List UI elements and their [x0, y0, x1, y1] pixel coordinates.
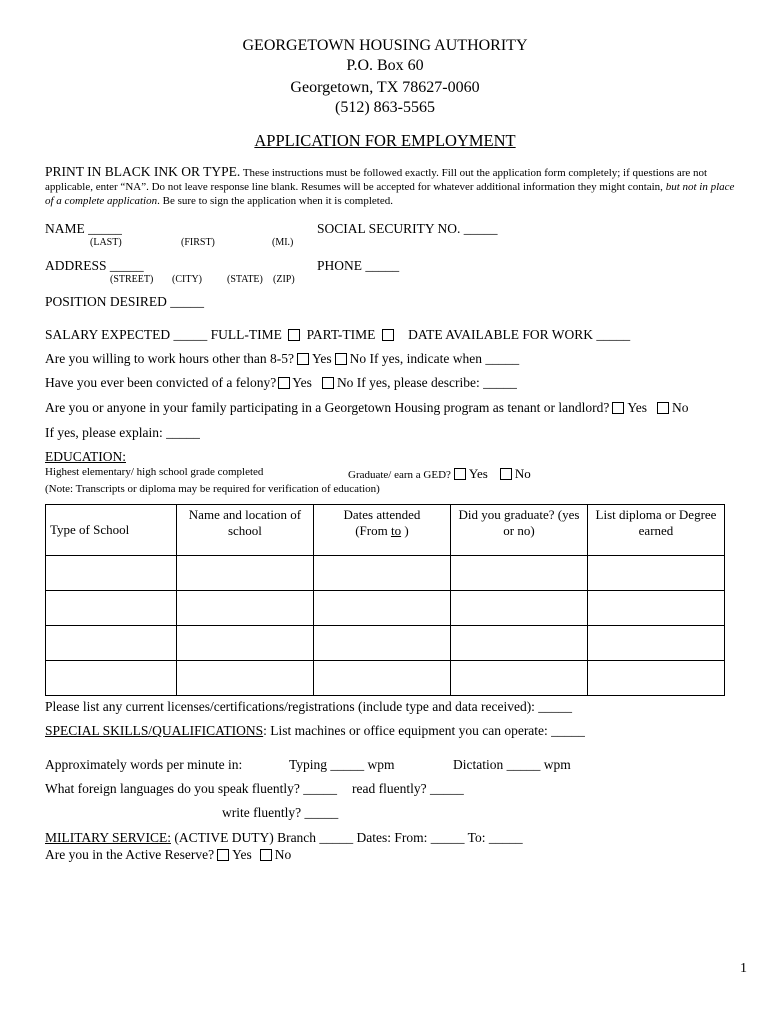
ged-text: Graduate/ earn a GED?: [348, 469, 451, 481]
col-graduate-text: Did you graduate? (yes or no): [458, 507, 580, 538]
ged-yes-checkbox[interactable]: [454, 468, 466, 480]
grade-label: Highest elementary/ high school grade completed: [45, 466, 264, 478]
reserve-question: [45, 847, 291, 863]
table-row: [46, 626, 725, 661]
table-row: [46, 556, 725, 591]
state-label: (STATE): [227, 274, 263, 285]
table-cell[interactable]: [176, 626, 313, 661]
col-diploma: [587, 505, 724, 556]
parttime-checkbox[interactable]: [382, 329, 394, 341]
table-cell[interactable]: [450, 591, 587, 626]
instructions-body: These instructions must be followed exactly. Fill out the application form completely; if questions are not applicable, enter “NA”. Do not leave response line blank. Resumes will be accepted for whatever additional information they might contain,: [45, 167, 708, 193]
ged-question: [348, 466, 531, 482]
hours-tail[interactable]: No If yes, indicate when _____: [349, 351, 520, 366]
write-field[interactable]: write fluently? _____: [222, 805, 339, 820]
hours-yes-label: Yes: [311, 351, 332, 366]
table-cell[interactable]: [587, 626, 724, 661]
col-name-location: [176, 505, 313, 556]
skills-text[interactable]: : List machines or office equipment you can operate: _____: [263, 723, 585, 738]
felony-yes-checkbox[interactable]: [278, 377, 290, 389]
felony-text: Have you ever been convicted of a felony?: [45, 375, 277, 390]
city-address: Georgetown, TX 78627-0060: [290, 79, 480, 96]
city-label: (CITY): [172, 274, 202, 285]
education-heading: EDUCATION:: [45, 449, 126, 464]
col-close: ): [401, 523, 409, 538]
table-cell[interactable]: [313, 626, 450, 661]
military-heading: MILITARY SERVICE:: [45, 830, 171, 845]
skills-heading: SPECIAL SKILLS/QUALIFICATIONS: [45, 723, 264, 738]
table-cell[interactable]: [46, 591, 177, 626]
hours-question: [45, 351, 519, 367]
explain-field[interactable]: If yes, please explain: _____: [45, 425, 200, 440]
education-note: (Note: Transcripts or diploma may be required for verification of education): [45, 483, 380, 495]
table-header-row: [46, 505, 725, 556]
table-cell[interactable]: [587, 661, 724, 696]
fulltime-checkbox[interactable]: [288, 329, 300, 341]
phone-number: (512) 863-5565: [335, 99, 435, 116]
page-number: 1: [740, 961, 747, 976]
ssn-field[interactable]: SOCIAL SECURITY NO. _____: [317, 221, 498, 236]
reserve-no-checkbox[interactable]: [260, 849, 272, 861]
col-dates-text: Dates attended: [343, 507, 421, 522]
felony-yes-label: Yes: [292, 375, 312, 390]
col-dates-attended: [313, 505, 450, 556]
po-box: P.O. Box 60: [346, 57, 424, 74]
felony-question: [45, 375, 517, 391]
felony-no-checkbox[interactable]: [322, 377, 334, 389]
military-line: [45, 830, 523, 846]
table-row: [46, 591, 725, 626]
wpm-label: Approximately words per minute in:: [45, 757, 243, 772]
org-name: GEORGETOWN HOUSING AUTHORITY: [242, 37, 528, 54]
date-available-field[interactable]: DATE AVAILABLE FOR WORK _____: [408, 327, 631, 342]
hours-text: Are you willing to work hours other than 8-5?: [45, 351, 294, 366]
name-field[interactable]: NAME _____: [45, 221, 122, 236]
parttime-label: PART-TIME: [306, 327, 376, 342]
ged-yes-label: Yes: [468, 466, 488, 481]
table-cell[interactable]: [313, 591, 450, 626]
col-from: (From: [355, 523, 391, 538]
speak-field[interactable]: What foreign languages do you speak fluently? _____: [45, 781, 338, 796]
last-label: (LAST): [90, 237, 122, 248]
table-cell[interactable]: [313, 556, 450, 591]
table-cell[interactable]: [176, 556, 313, 591]
felony-tail[interactable]: No If yes, please describe: _____: [336, 375, 517, 390]
instructions-italic: but not in place of a complete application: [45, 181, 735, 207]
street-label: (STREET): [110, 274, 154, 285]
col-to: to: [390, 523, 402, 538]
program-no-checkbox[interactable]: [657, 402, 669, 414]
reserve-yes-label: Yes: [232, 847, 252, 862]
table-cell[interactable]: [313, 661, 450, 696]
table-cell[interactable]: [46, 626, 177, 661]
salary-line: [45, 327, 630, 343]
education-table: [45, 504, 725, 696]
table-cell[interactable]: [587, 556, 724, 591]
phone-field[interactable]: PHONE _____: [317, 258, 400, 273]
mi-label: (MI.): [272, 237, 294, 248]
ged-no-checkbox[interactable]: [500, 468, 512, 480]
position-field[interactable]: POSITION DESIRED _____: [45, 294, 205, 309]
hours-no-checkbox[interactable]: [335, 353, 347, 365]
program-text: Are you or anyone in your family participating in a Georgetown Housing program as tenant or landlord?: [45, 400, 610, 415]
program-yes-checkbox[interactable]: [612, 402, 624, 414]
table-row: [46, 661, 725, 696]
salary-label[interactable]: SALARY EXPECTED _____ FULL-TIME: [45, 327, 282, 342]
dictation-field[interactable]: Dictation _____ wpm: [453, 757, 571, 772]
col-diploma-text: List diploma or Degree earned: [595, 507, 717, 538]
reserve-yes-checkbox[interactable]: [217, 849, 229, 861]
col-name-location-text: Name and location of school: [188, 507, 302, 538]
skills-line: [45, 723, 585, 739]
zip-label: (ZIP): [273, 274, 295, 285]
program-yes-label: Yes: [627, 400, 648, 415]
instructions-tail: . Be sure to sign the application when it is completed.: [157, 195, 393, 207]
military-text[interactable]: (ACTIVE DUTY) Branch _____ Dates: From: _____ To: _____: [170, 830, 523, 845]
ged-no-label: No: [514, 466, 531, 481]
address-field[interactable]: ADDRESS _____: [45, 258, 144, 273]
table-cell[interactable]: [450, 661, 587, 696]
reserve-no-label: No: [274, 847, 292, 862]
form-title: APPLICATION FOR EMPLOYMENT: [254, 131, 516, 150]
hours-yes-checkbox[interactable]: [297, 353, 309, 365]
reserve-text: Are you in the Active Reserve?: [45, 847, 215, 862]
instructions: [45, 165, 737, 208]
col-type-of-school: Type of School: [46, 505, 177, 556]
table-cell[interactable]: [450, 556, 587, 591]
table-cell[interactable]: [176, 591, 313, 626]
read-field[interactable]: read fluently? _____: [352, 781, 464, 796]
table-cell[interactable]: [176, 661, 313, 696]
licenses-field[interactable]: Please list any current licenses/certifications/registrations (include type and data received): _____: [45, 699, 573, 714]
typing-field[interactable]: Typing _____ wpm: [289, 757, 395, 772]
table-cell[interactable]: [46, 661, 177, 696]
table-cell[interactable]: [450, 626, 587, 661]
program-no-label: No: [672, 400, 689, 415]
table-cell[interactable]: [587, 591, 724, 626]
col-did-graduate: [450, 505, 587, 556]
table-cell[interactable]: [46, 556, 177, 591]
instructions-lead: PRINT IN BLACK INK OR TYPE.: [45, 164, 241, 179]
first-label: (FIRST): [181, 237, 215, 248]
program-question: [45, 400, 689, 416]
